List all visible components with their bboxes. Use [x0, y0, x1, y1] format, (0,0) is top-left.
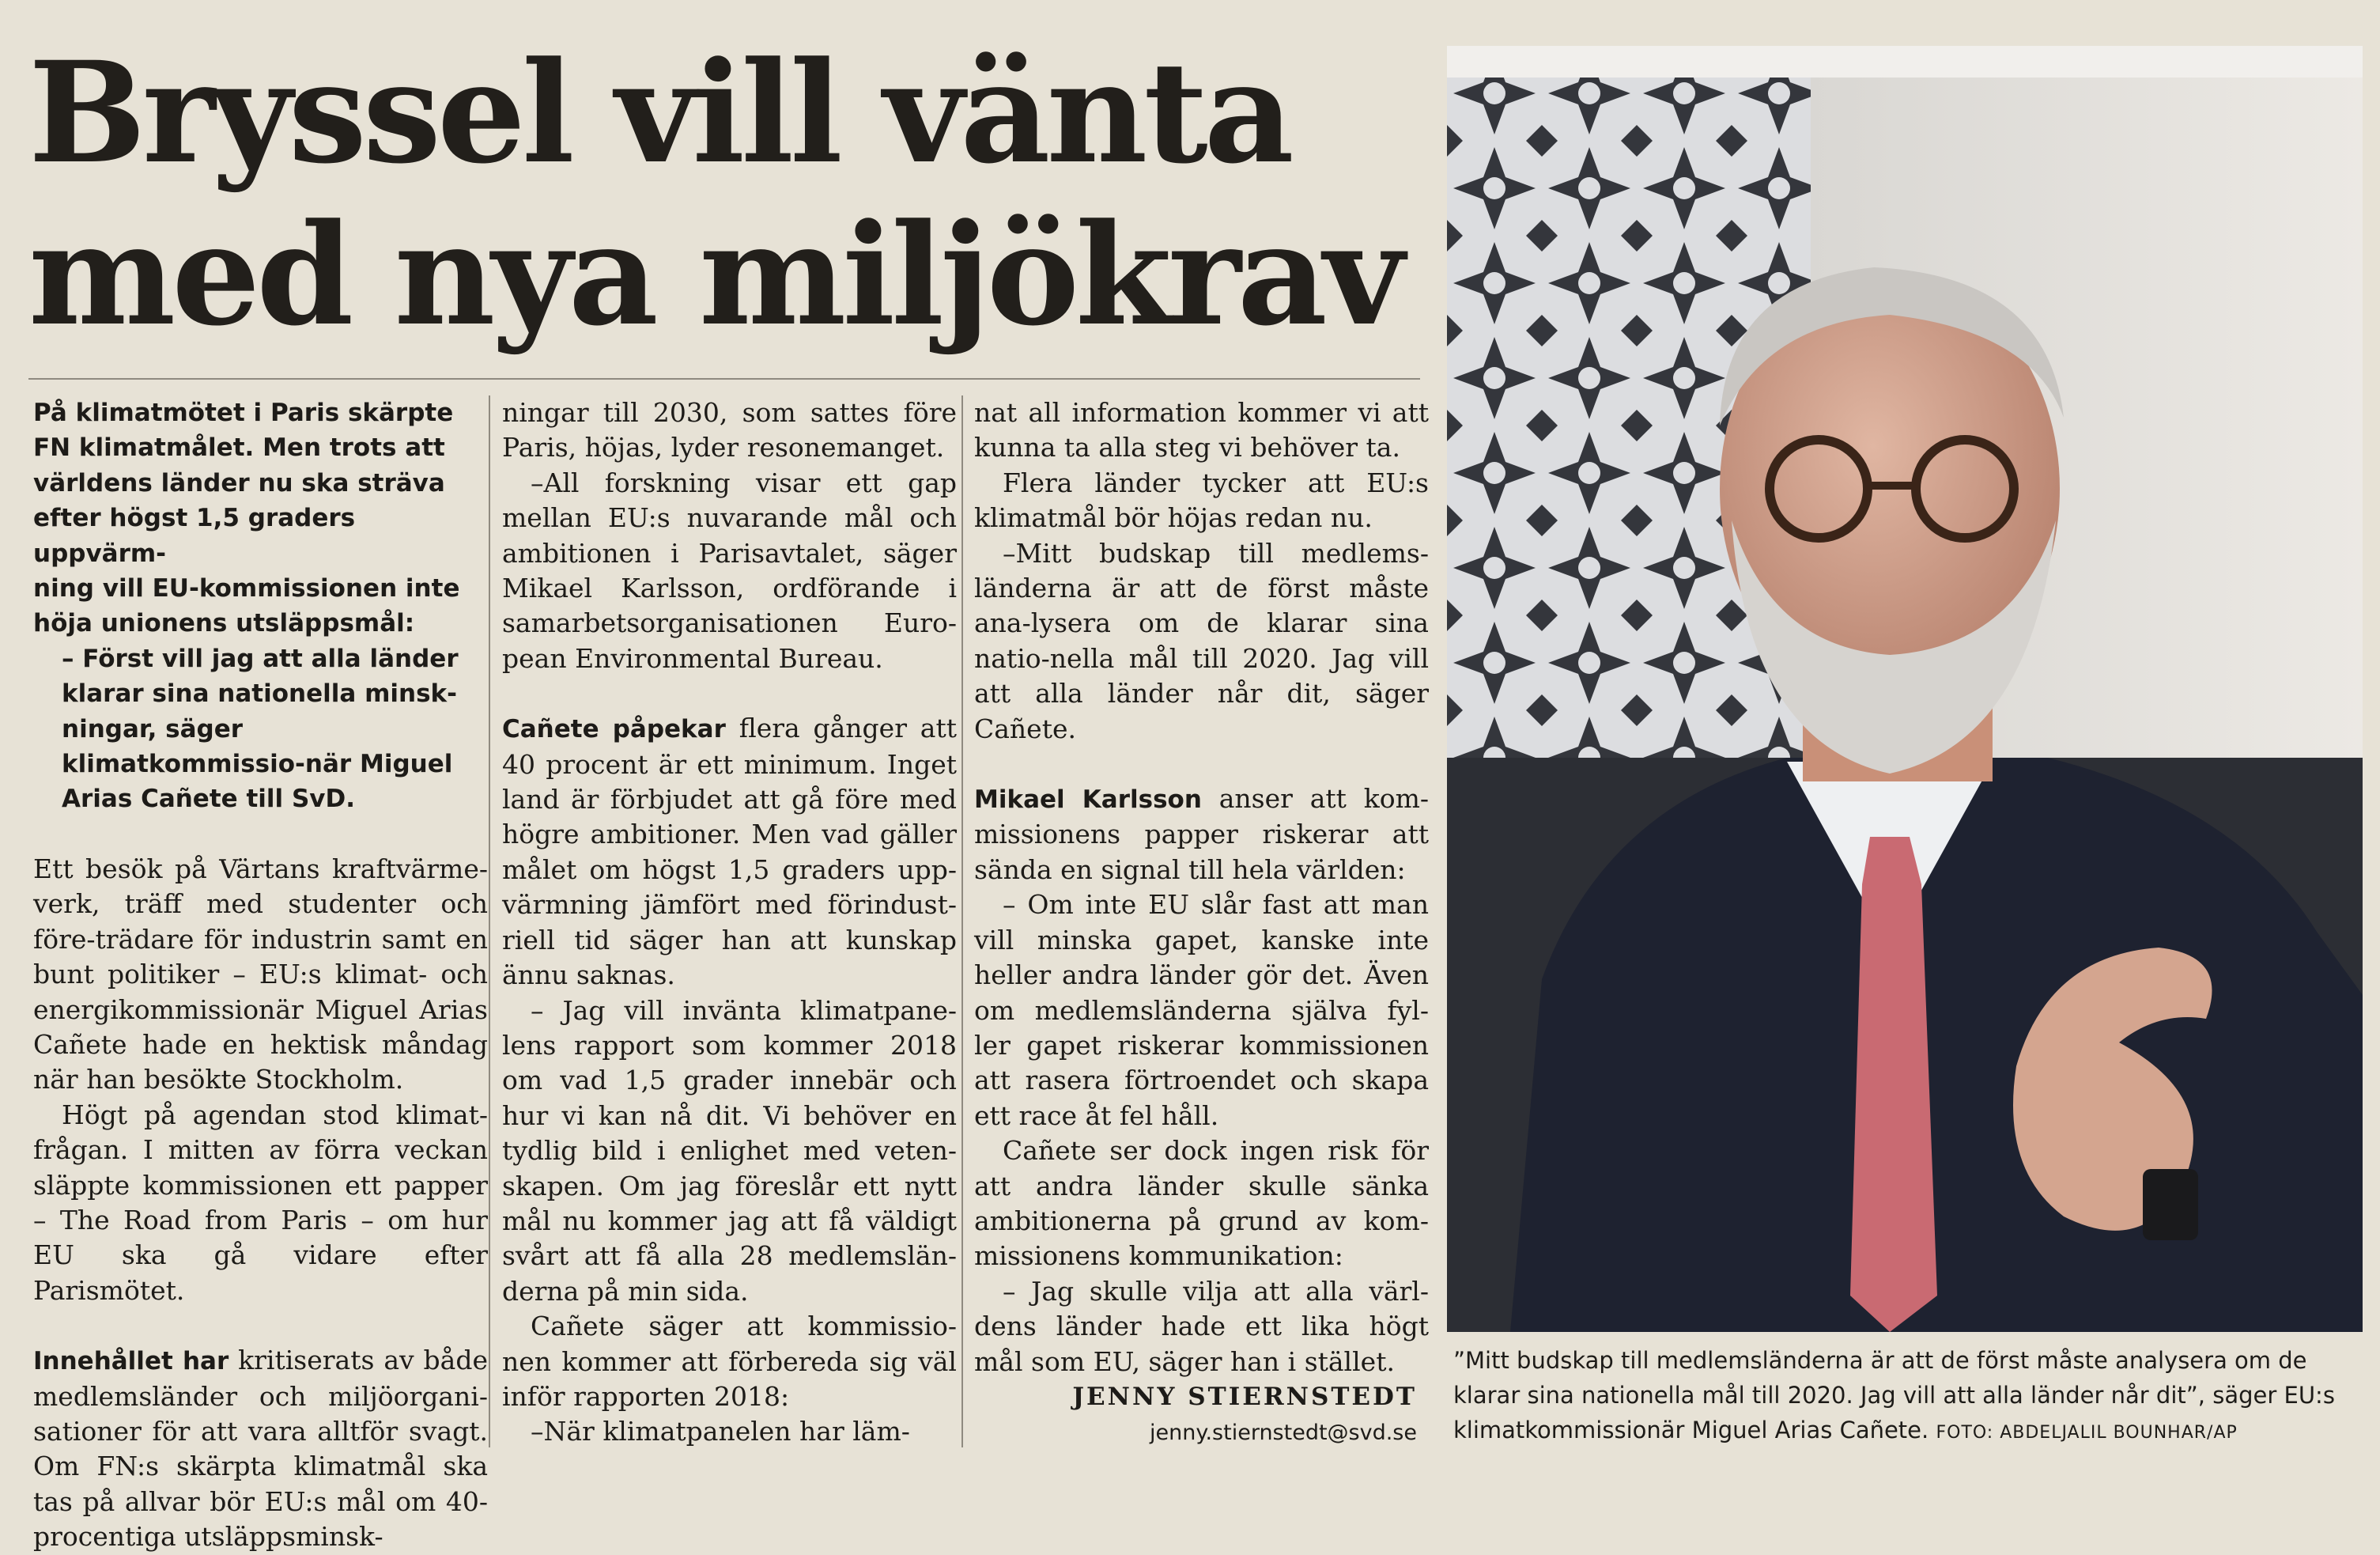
headline-line-2: med nya miljökrav [28, 193, 1401, 357]
column-rule-2 [961, 395, 963, 1447]
paragraph-text: anser att kom-missionens papper riskerar att sända en signal till hela världen: [974, 783, 1430, 885]
caption-text: ”Mitt budskap till medlemsländerna är att de först måste analysera om de klarar sina nationella mål till 2020. Jag vill att alla länder når dit”, säger EU:s klimatkommissionär Miguel Arias Cañete. [1453, 1347, 2335, 1443]
ingress-line: FN klimatmålet. Men trots att [33, 433, 445, 463]
article-column-2 [502, 395, 957, 1455]
paragraph: ningar till 2030, som sattes före Paris, höjas, lyder resonemanget. [502, 397, 957, 463]
paragraph-text: flera gånger att 40 procent är ett minimum. Inget land är förbjudet att gå före med högre ambitioner. Men vad gäller målet om högst 1,5 graders upp-värmning jämfört med förindust-riell tid säger han att kunskap ännu saknas. [502, 713, 957, 991]
column-rule-1 [489, 395, 490, 1447]
article-column-1 [33, 395, 488, 1553]
paragraph: Cañete ser dock ingen risk för att andra länder skulle sänka ambitionerna på grund av kom-missionens kommunikation: [974, 1135, 1429, 1272]
headline [28, 32, 1444, 356]
paragraph: Ett besök på Värtans kraftvärme-verk, träff med studenter och före-trädare för industrin samt en bunt politiker – EU:s klimat- och energikommissionär Miguel Arias Cañete hade en hektisk måndag när han besökte Stockholm. [33, 853, 488, 1095]
paragraph: – Jag vill invänta klimatpane-lens rapport som kommer 2018 om vad 1,5 grader innebär och hur vi kan nå dit. Vi behöver en tydlig bild i enlighet med veten-skapen. Om jag föreslår ett nytt mål nu kommer jag att få väldigt svårt att få alla 28 medlemslän-derna på min sida. [502, 994, 957, 1307]
ingress [33, 395, 488, 817]
paragraph [33, 1343, 488, 1554]
photo-credit: FOTO: ABDELJALIL BOUNHAR/AP [1936, 1423, 2238, 1443]
paragraph: –När klimatpanelen har läm- [531, 1416, 910, 1447]
paragraph-lead: Mikael Karlsson [974, 785, 1202, 815]
paragraph-lead: Cañete påpekar [502, 715, 726, 744]
paragraph: – Om inte EU slår fast att man vill minska gapet, kanske inte heller andra länder gör det. Även om medlemsländerna själva fyl-ler gapet riskerar kommissionen att rasera förtroendet och skapa ett race åt fel håll. [974, 889, 1429, 1131]
paragraph: Högt på agendan stod klimat-frågan. I mitten av förra veckan släppte kommissionen ett papper – The Road from Paris – om hur EU ska gå vidare efter Parismötet. [33, 1099, 488, 1306]
paragraph-text: kritiserats av både medlemsländer och miljöorgani-sationer för att vara alltför svagt. Om FN:s skärpta klimatmål ska tas på allvar bör EU:s mål om 40-procentiga utsläppsminsk- [33, 1345, 488, 1553]
byline-author: JENNY STIERNSTEDT [1072, 1383, 1417, 1411]
paragraph: –All forskning visar ett gap mellan EU:s nuvarande mål och ambitionen i Parisavtalet, säger Mikael Karlsson, ordförande i samarbetsorganisationen Euro-pean Environmental Bureau. [502, 467, 957, 674]
paragraph: Cañete säger att kommissio-nen kommer att förbereda sig väl inför rapporten 2018: [502, 1311, 957, 1412]
photo-illustration [1447, 46, 2363, 1332]
byline-email: jenny.stiernstedt@svd.se [1150, 1421, 1417, 1445]
photo-caption [1453, 1343, 2363, 1451]
paragraph [974, 781, 1429, 887]
article-photo [1447, 46, 2363, 1332]
paragraph-lead: Innehållet har [33, 1347, 229, 1376]
ingress-line: efter högst 1,5 graders uppvärm- [33, 504, 356, 568]
ingress-line: På klimatmötet i Paris skärpte [33, 399, 454, 427]
headline-rule [28, 378, 1420, 380]
paragraph: Flera länder tycker att EU:s klimatmål bör höjas redan nu. [974, 467, 1429, 534]
ingress-line: ning vill EU-kommissionen inte [33, 574, 460, 603]
paragraph [502, 711, 957, 993]
ingress-line: världens länder nu ska sträva [33, 468, 445, 498]
ingress-line: höja unionens utsläppsmål: [33, 609, 415, 638]
paragraph: –Mitt budskap till medlems-länderna är att de först måste ana-lysera om de klarar sina natio-nella mål till 2020. Jag vill att alla länder når dit, säger Cañete. [974, 537, 1429, 744]
paragraph: nat all information kommer vi att kunna ta alla steg vi behöver ta. [974, 397, 1429, 463]
headline-line-1: Bryssel vill vänta [28, 31, 1290, 195]
article-column-3 [974, 395, 1430, 1377]
ingress-quote: – Först vill jag att alla länder klarar sina nationella minsk-ningar, säger klimatkommissio-när Miguel Arias Cañete till SvD. [62, 644, 459, 814]
paragraph: – Jag skulle vilja att alla värl-dens länder hade ett lika högt mål som EU, säger han i stället. [974, 1275, 1429, 1377]
